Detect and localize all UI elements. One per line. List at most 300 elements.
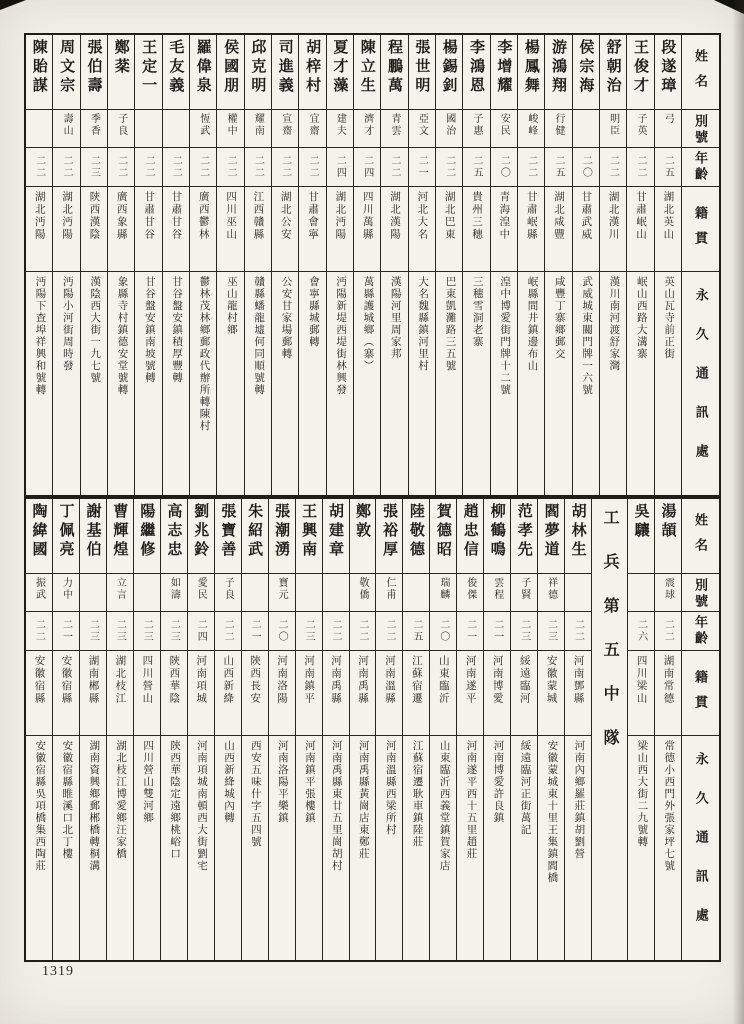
person-name: 張裕厚 xyxy=(380,503,397,560)
person-age-cell xyxy=(134,612,160,651)
person-age-cell xyxy=(565,612,591,651)
person-alias-cell xyxy=(376,574,402,612)
person-address-cell xyxy=(600,272,626,495)
person-address: 三穗雪洞老寨 xyxy=(471,276,483,348)
person-alias-cell xyxy=(655,110,681,148)
person-address-cell xyxy=(350,736,376,960)
person-address: 湖南資興鄉郵郴橋轉桐溝 xyxy=(88,740,100,872)
person-native-place: 河南鎮平 xyxy=(303,655,315,705)
roster-column xyxy=(456,499,483,960)
roster-column xyxy=(295,499,322,960)
person-native-place: 河南禹縣 xyxy=(356,655,368,705)
roster-column xyxy=(599,35,626,495)
person-native-place-cell xyxy=(215,651,241,736)
person-alias: 青雲 xyxy=(389,113,401,137)
person-address-cell xyxy=(53,736,79,960)
person-name: 邱克明 xyxy=(249,39,266,96)
person-age: 二二 xyxy=(662,619,674,643)
person-native-place: 河南遂平 xyxy=(464,655,476,705)
person-address-cell xyxy=(545,272,571,495)
person-age-cell xyxy=(323,612,349,651)
person-age-cell xyxy=(436,148,462,187)
person-alias-cell xyxy=(80,574,106,612)
person-age: 二二 xyxy=(115,155,127,179)
person-name: 舒朝治 xyxy=(604,39,621,96)
person-native-place: 湖北英山 xyxy=(662,191,674,241)
person-address-cell xyxy=(161,736,187,960)
person-native-place-cell xyxy=(242,651,268,736)
person-address: 大名魏縣鎮河里村 xyxy=(417,276,429,372)
person-name: 司進義 xyxy=(276,39,293,96)
roster-column xyxy=(106,499,133,960)
person-name: 侯宗海 xyxy=(577,39,594,96)
person-age-cell xyxy=(242,612,268,651)
person-alias-cell xyxy=(354,110,380,148)
person-name-cell xyxy=(655,35,681,110)
person-alias-cell xyxy=(409,110,435,148)
person-native-place: 湖南郴縣 xyxy=(87,655,99,705)
roster-column xyxy=(490,35,517,495)
person-address-cell xyxy=(436,272,462,495)
roster-column xyxy=(402,499,429,960)
person-name: 曹輝煌 xyxy=(111,503,128,560)
person-address-cell xyxy=(188,736,214,960)
person-alias-cell xyxy=(430,574,456,612)
person-alias-cell xyxy=(272,110,298,148)
person-address: 甘谷盤安鎮南坡號轉 xyxy=(143,276,155,384)
header-address-cell xyxy=(682,736,719,960)
person-alias-cell xyxy=(296,574,322,612)
person-age-cell xyxy=(409,148,435,187)
person-age-cell xyxy=(600,148,626,187)
person-age: 二二 xyxy=(307,155,319,179)
person-alias-cell xyxy=(403,574,429,612)
roster-column xyxy=(654,499,681,960)
roster-column xyxy=(517,35,544,495)
person-address-cell xyxy=(163,272,189,495)
person-native-place-cell xyxy=(134,651,160,736)
person-name-cell xyxy=(350,499,376,574)
person-age-cell xyxy=(511,612,537,651)
header-name-label: 姓名 xyxy=(693,513,708,563)
person-age: 二三 xyxy=(88,155,100,179)
person-name-cell xyxy=(26,35,52,110)
person-alias-cell xyxy=(350,574,376,612)
person-alias-cell xyxy=(627,110,653,148)
person-native-place-cell xyxy=(108,187,134,272)
person-address: 綏遠臨河正街萬記 xyxy=(519,740,531,836)
person-native-place-cell xyxy=(188,651,214,736)
person-name-cell xyxy=(272,35,298,110)
person-name-cell xyxy=(354,35,380,110)
person-address: 河南博愛許良鎮 xyxy=(492,740,504,824)
person-age-cell xyxy=(463,148,489,187)
person-address: 甘谷盤安鎮積厚豐轉 xyxy=(171,276,183,384)
person-native-place: 陝西華陰 xyxy=(168,655,180,705)
person-age: 二三 xyxy=(141,619,153,643)
person-native-place-cell xyxy=(457,651,483,736)
roster-column xyxy=(298,35,325,495)
person-native-place-cell xyxy=(538,651,564,736)
person-address-cell xyxy=(26,736,52,960)
person-name-cell xyxy=(436,35,462,110)
person-alias: 濟才 xyxy=(361,113,373,137)
person-alias-cell xyxy=(491,110,517,148)
person-native-place: 湖北沔陽 xyxy=(33,191,45,241)
person-name-cell xyxy=(190,35,216,110)
person-address-cell xyxy=(628,736,654,960)
person-native-place: 安徽蒙城 xyxy=(545,655,557,705)
roster-column xyxy=(214,499,241,960)
person-native-place-cell xyxy=(511,651,537,736)
person-address: 萬縣護城鄉（寨） xyxy=(362,276,374,372)
person-address-cell xyxy=(655,272,681,495)
person-name-cell xyxy=(327,35,353,110)
person-alias-cell xyxy=(565,574,591,612)
person-native-place-cell xyxy=(600,187,626,272)
person-address: 會寧縣城郵轉 xyxy=(307,276,319,348)
person-alias: 瑞麟 xyxy=(437,577,449,601)
person-address: 公安甘家場郵轉 xyxy=(280,276,292,360)
roster-column xyxy=(162,35,189,495)
person-alias-cell xyxy=(163,110,189,148)
person-age-cell xyxy=(245,148,271,187)
person-native-place-cell xyxy=(484,651,510,736)
person-native-place: 湖北沔陽 xyxy=(61,191,73,241)
person-alias-cell xyxy=(545,110,571,148)
person-alias-cell xyxy=(511,574,537,612)
person-address: 河南內鄉羅莊鎮胡劉營 xyxy=(573,740,585,860)
person-address-cell xyxy=(518,272,544,495)
person-alias: 亞文 xyxy=(416,113,428,137)
person-address-cell xyxy=(491,272,517,495)
person-address: 四川營山雙河鄉 xyxy=(142,740,154,824)
person-age: 二一 xyxy=(464,619,476,643)
person-native-place-cell xyxy=(403,651,429,736)
person-name-cell xyxy=(573,35,599,110)
person-native-place: 甘肅甘谷 xyxy=(170,191,182,241)
person-alias-cell xyxy=(135,110,161,148)
person-name: 柳鶴鳴 xyxy=(488,503,505,560)
person-alias: 恆武 xyxy=(197,113,209,137)
person-address-cell xyxy=(538,736,564,960)
person-age-cell xyxy=(53,612,79,651)
roster-column xyxy=(462,35,489,495)
roster-table-lower xyxy=(24,497,721,962)
person-native-place: 河南洛陽 xyxy=(276,655,288,705)
person-native-place-cell xyxy=(627,187,653,272)
person-name: 鄭敦 xyxy=(353,503,370,541)
person-name: 楊錫釗 xyxy=(440,39,457,96)
person-name-cell xyxy=(81,35,107,110)
person-name: 周文宗 xyxy=(58,39,75,96)
person-address: 河南項城南頓西大街劉宅 xyxy=(196,740,208,872)
person-age: 二〇 xyxy=(276,619,288,643)
page-number: 1319 xyxy=(42,964,74,979)
person-native-place-cell xyxy=(26,187,52,272)
person-name-cell xyxy=(409,35,435,110)
person-native-place-cell xyxy=(327,187,353,272)
person-address-cell xyxy=(354,272,380,495)
person-alias: 子良 xyxy=(115,113,127,137)
person-name-cell xyxy=(53,35,79,110)
person-native-place: 貴州三穗 xyxy=(471,191,483,241)
person-age: 二二 xyxy=(389,155,401,179)
person-address: 漢陰西大街一九七號 xyxy=(89,276,101,384)
person-native-place-cell xyxy=(350,651,376,736)
person-address: 咸豐丁寨鄉郵交 xyxy=(553,276,565,360)
person-address-cell xyxy=(245,272,271,495)
person-alias: 震球 xyxy=(662,577,674,601)
person-name-cell xyxy=(628,499,654,574)
person-age-cell xyxy=(538,612,564,651)
person-name: 張伯壽 xyxy=(85,39,102,96)
person-address-cell xyxy=(655,736,681,960)
person-age-cell xyxy=(354,148,380,187)
person-address: 英山瓦寺前正街 xyxy=(663,276,675,360)
person-age-cell xyxy=(545,148,571,187)
person-address-cell xyxy=(135,272,161,495)
person-native-place: 廣西鬱林 xyxy=(197,191,209,241)
header-name-label: 姓名 xyxy=(693,49,708,99)
person-address-cell xyxy=(627,272,653,495)
person-age-cell xyxy=(403,612,429,651)
person-address-cell xyxy=(215,736,241,960)
person-address-cell xyxy=(409,272,435,495)
roster-column xyxy=(216,35,243,495)
person-age-cell xyxy=(518,148,544,187)
person-alias-cell xyxy=(108,110,134,148)
person-age-cell xyxy=(327,148,353,187)
person-name: 李鴻恩 xyxy=(468,39,485,96)
roster-column xyxy=(626,35,653,495)
person-age: 二三 xyxy=(114,619,126,643)
person-native-place: 山西新絳 xyxy=(222,655,234,705)
person-address: 江蘇宿遷耿車鎮陸莊 xyxy=(411,740,423,848)
person-native-place: 甘肅武威 xyxy=(580,191,592,241)
person-native-place: 綏遠臨河 xyxy=(518,655,530,705)
person-name: 楊鳳舞 xyxy=(522,39,539,96)
person-name-cell xyxy=(161,499,187,574)
person-name-cell xyxy=(269,499,295,574)
header-age-label: 年齡 xyxy=(693,151,708,183)
header-name-cell xyxy=(682,35,719,110)
person-name-cell xyxy=(134,499,160,574)
person-age: 二二 xyxy=(33,619,45,643)
person-alias: 明臣 xyxy=(607,113,619,137)
person-name-cell xyxy=(163,35,189,110)
person-age-cell xyxy=(80,612,106,651)
person-address-cell xyxy=(134,736,160,960)
person-native-place-cell xyxy=(272,187,298,272)
person-name: 趙忠信 xyxy=(461,503,478,560)
person-name: 陳立生 xyxy=(358,39,375,96)
person-address: 陝西華陰定遠鄉桃峪口 xyxy=(169,740,181,860)
person-native-place-cell xyxy=(217,187,243,272)
person-age: 二〇 xyxy=(498,155,510,179)
person-alias-cell xyxy=(134,574,160,612)
header-alias-cell xyxy=(682,110,719,148)
person-native-place: 河南項城 xyxy=(195,655,207,705)
roster-column xyxy=(133,499,160,960)
person-address-cell xyxy=(299,272,325,495)
roster-column xyxy=(134,35,161,495)
person-native-place: 甘肅會寧 xyxy=(307,191,319,241)
person-age: 二三 xyxy=(168,619,180,643)
person-age: 二五 xyxy=(553,155,565,179)
roster-column xyxy=(80,35,107,495)
roster-column xyxy=(654,35,681,495)
person-alias: 安民 xyxy=(498,113,510,137)
roster-column xyxy=(271,35,298,495)
person-name: 夏才藻 xyxy=(331,39,348,96)
person-address-cell xyxy=(190,272,216,495)
person-address-cell xyxy=(403,736,429,960)
person-address-cell xyxy=(296,736,322,960)
person-age: 二二 xyxy=(356,619,368,643)
person-address-cell xyxy=(53,272,79,495)
person-alias-cell xyxy=(242,574,268,612)
person-age-cell xyxy=(381,148,407,187)
person-age-cell xyxy=(81,148,107,187)
person-native-place-cell xyxy=(381,187,407,272)
person-age: 二二 xyxy=(607,155,619,179)
person-age-cell xyxy=(269,612,295,651)
person-age: 二二 xyxy=(635,155,646,179)
person-address: 武威城東關門牌一六號 xyxy=(581,276,593,396)
person-address-cell xyxy=(511,736,537,960)
person-alias-cell xyxy=(245,110,271,148)
person-native-place: 湖北沔陽 xyxy=(334,191,346,241)
person-native-place: 湖南常德 xyxy=(662,655,674,705)
person-age: 二五 xyxy=(471,155,483,179)
person-name: 朱紹武 xyxy=(246,503,263,560)
person-age: 二二 xyxy=(197,155,209,179)
person-native-place-cell xyxy=(135,187,161,272)
person-name-cell xyxy=(188,499,214,574)
person-address: 漢陽河里周家邦 xyxy=(389,276,401,360)
person-alias-cell xyxy=(190,110,216,148)
person-name-cell xyxy=(600,35,626,110)
header-native-cell xyxy=(682,651,719,736)
person-alias: 俊傑 xyxy=(464,577,476,601)
person-alias-cell xyxy=(463,110,489,148)
person-native-place: 青海湟中 xyxy=(498,191,510,241)
person-native-place-cell xyxy=(628,651,654,736)
person-address-cell xyxy=(376,736,402,960)
person-alias-cell xyxy=(600,110,626,148)
person-alias-cell xyxy=(26,574,52,612)
person-native-place-cell xyxy=(376,651,402,736)
person-name: 侯國朋 xyxy=(222,39,239,96)
person-native-place-cell xyxy=(409,187,435,272)
person-age: 二四 xyxy=(334,155,346,179)
header-address-label: 永久通訊處 xyxy=(693,288,709,483)
person-alias-cell xyxy=(323,574,349,612)
person-native-place: 河南鄧縣 xyxy=(572,655,584,705)
person-native-place: 河南博愛 xyxy=(491,655,503,705)
person-age: 二三 xyxy=(545,619,557,643)
person-native-place: 安徽宿縣 xyxy=(60,655,72,705)
person-address: 象縣寺村鎮德安堂號轉 xyxy=(116,276,128,396)
person-age-cell xyxy=(627,148,653,187)
roster-column xyxy=(380,35,407,495)
roster-column xyxy=(483,499,510,960)
person-alias-cell xyxy=(53,110,79,148)
person-age: 二二 xyxy=(61,155,73,179)
person-address-cell xyxy=(26,272,52,495)
person-native-place: 四川萬縣 xyxy=(361,191,373,241)
header-alias-cell xyxy=(682,574,719,612)
roster-column xyxy=(52,35,79,495)
person-name: 王興南 xyxy=(300,503,317,560)
person-native-place: 陝西漢陰 xyxy=(88,191,100,241)
person-name-cell xyxy=(518,35,544,110)
person-address-cell xyxy=(217,272,243,495)
roster-column xyxy=(627,499,654,960)
person-name: 謝基伯 xyxy=(84,503,101,560)
person-address: 巫山龍村鄉 xyxy=(225,276,237,336)
person-age-cell xyxy=(628,612,654,651)
person-age-cell xyxy=(215,612,241,651)
person-alias: 仁甫 xyxy=(383,577,395,601)
person-name-cell xyxy=(545,35,571,110)
person-age: 二一 xyxy=(249,619,261,643)
person-native-place: 廣西象縣 xyxy=(115,191,127,241)
roster-column xyxy=(572,35,599,495)
person-name: 陳貽謀 xyxy=(30,39,47,96)
person-age-cell xyxy=(26,148,52,187)
person-alias-cell xyxy=(161,574,187,612)
person-age-cell xyxy=(53,148,79,187)
header-age-cell xyxy=(682,148,719,187)
person-alias: 耀南 xyxy=(252,113,264,137)
person-address: 漢川南河渡舒家灣 xyxy=(608,276,620,372)
person-address: 西安五味什字五四號 xyxy=(249,740,261,848)
person-name: 丁佩亮 xyxy=(57,503,74,560)
person-alias-cell xyxy=(484,574,510,612)
person-name: 羅偉泉 xyxy=(194,39,211,96)
person-address: 湖北枝江博愛鄉汪家橋 xyxy=(115,740,127,860)
person-native-place-cell xyxy=(491,187,517,272)
section-title-column xyxy=(591,499,627,960)
person-native-place: 安徽宿縣 xyxy=(33,655,45,705)
person-native-place: 陝西長安 xyxy=(249,655,261,705)
person-name-cell xyxy=(381,35,407,110)
person-name: 吳驤 xyxy=(632,503,649,541)
person-address: 安徽宿縣吳項橋集西陶莊 xyxy=(34,740,46,872)
person-alias-cell xyxy=(217,110,243,148)
table-header-column xyxy=(681,499,719,960)
roster-column xyxy=(189,35,216,495)
person-alias: 壽山 xyxy=(61,113,73,137)
person-address: 河南溫縣西梁所村 xyxy=(384,740,396,836)
person-name: 陽繼修 xyxy=(138,503,155,560)
person-native-place: 河南溫縣 xyxy=(383,655,395,705)
person-alias: 宣齋 xyxy=(279,113,291,137)
person-native-place-cell xyxy=(296,651,322,736)
person-age: 二一 xyxy=(60,619,72,643)
person-name: 毛友義 xyxy=(167,39,184,96)
person-name: 游鴻翔 xyxy=(550,39,567,96)
person-native-place-cell xyxy=(430,651,456,736)
person-address: 沔陽小河街周時發 xyxy=(61,276,73,372)
person-age-cell xyxy=(457,612,483,651)
roster-column xyxy=(52,499,79,960)
person-native-place: 甘肅甘谷 xyxy=(143,191,155,241)
table-header-column xyxy=(681,35,719,495)
person-address: 安徽蒙城東十里王集鎮閻橋 xyxy=(546,740,558,884)
